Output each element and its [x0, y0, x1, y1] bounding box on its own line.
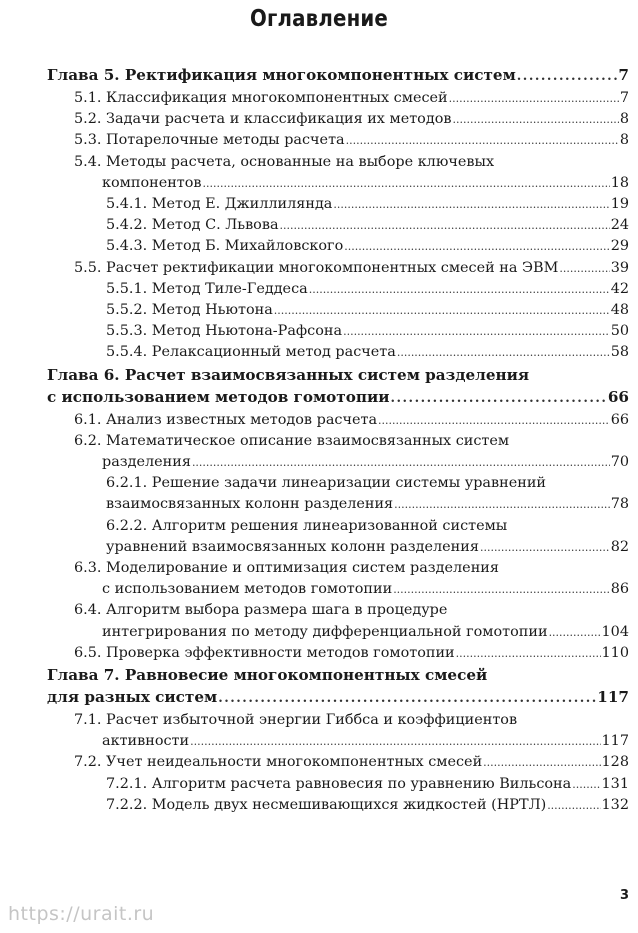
- toc-entry-label: 7.2.1. Алгоритм расчета равновесия по уравнению Вильсона: [106, 775, 572, 792]
- toc-page-number: 78: [610, 496, 629, 513]
- toc-entry-label: Глава 6. Расчет взаимосвязанных систем разделения: [47, 365, 530, 384]
- toc-entry-6-1[interactable]: [74, 410, 629, 431]
- toc-entry-5-5-1[interactable]: [106, 279, 629, 300]
- toc-entry-label-continued: для разных систем: [47, 688, 218, 707]
- toc-entry-7-2[interactable]: [74, 752, 629, 773]
- toc-entry-label-continued: разделения: [102, 454, 191, 471]
- toc-entry-label: Глава 7. Равновесие многокомпонентных смесей: [47, 666, 488, 685]
- toc-entry-label: 5.4.2. Метод С. Львова: [106, 217, 279, 234]
- toc-page-number: 24: [610, 217, 629, 234]
- toc-entry-5-2[interactable]: [74, 109, 629, 130]
- toc-entry-label: 7.2.2. Модель двух несмешивающихся жидкостей (НРТЛ): [106, 796, 547, 813]
- toc-entry-7-2-2[interactable]: [106, 795, 629, 816]
- dot-leader: [480, 537, 610, 558]
- toc-entry-label: 6.3. Моделирование и оптимизация систем разделения: [74, 560, 499, 577]
- toc-entry-label: Глава 5. Ректификация многокомпонентных систем: [47, 66, 516, 84]
- toc-entry-6-5[interactable]: [74, 643, 629, 664]
- toc-entry-label: 5.4.3. Метод Б. Михайловского: [106, 238, 344, 255]
- toc-entry-5-5-3[interactable]: [106, 321, 629, 342]
- watermark: https://urait.ru: [8, 903, 155, 925]
- dot-leader: [483, 752, 600, 773]
- toc-entry-5-4-1[interactable]: [106, 194, 629, 215]
- dot-leader: [394, 494, 610, 515]
- dot-leader: [449, 88, 619, 109]
- dot-leader: [190, 731, 600, 752]
- toc-page-number: 117: [601, 733, 629, 750]
- toc-page-number: 110: [601, 644, 629, 661]
- toc-entry-label-continued: интегрирования по методу дифференциальной гомотопии: [102, 623, 548, 640]
- toc-chapter-5[interactable]: [47, 64, 629, 88]
- toc-entry-label-continued: уравнений взаимосвязанных колонн разделения: [106, 538, 479, 555]
- toc-entry-label: 5.5.3. Метод Ньютона-Рафсона: [106, 323, 343, 340]
- page-number: 3: [619, 888, 629, 903]
- dot-leader: [343, 321, 610, 342]
- toc-entry-6-2-1[interactable]: [106, 473, 629, 515]
- toc-entry-5-5[interactable]: [74, 258, 629, 279]
- table-of-contents: [47, 64, 629, 816]
- toc-page-number: 117: [597, 688, 629, 707]
- toc-page-number: 86: [610, 581, 629, 598]
- toc-entry-label-continued: с использованием методов гомотопии: [47, 387, 390, 406]
- dot-leader: [203, 173, 610, 194]
- toc-entry-label-continued: с использованием методов гомотопии: [102, 581, 393, 598]
- toc-page-number: 7: [619, 90, 629, 106]
- toc-page-number: 66: [610, 411, 629, 428]
- toc-page-number: 18: [610, 174, 629, 191]
- dot-leader: [397, 342, 610, 363]
- toc-entry-5-5-4[interactable]: [106, 342, 629, 363]
- toc-page-number: 39: [610, 259, 629, 276]
- toc-entry-label: 6.4. Алгоритм выбора размера шага в процедуре: [74, 602, 448, 619]
- dot-leader: [333, 194, 609, 215]
- toc-entry-5-4[interactable]: [74, 152, 629, 194]
- toc-entry-label: 5.5.1. Метод Тиле-Геддеса: [106, 280, 308, 297]
- toc-entry-label: 6.2.2. Алгоритм решения линеаризованной системы: [106, 517, 508, 534]
- toc-entry-label: 5.1. Классификация многокомпонентных смесей: [74, 90, 448, 106]
- toc-entry-label: 5.5.2. Метод Ньютона: [106, 302, 273, 319]
- toc-entry-label: 7.1. Расчет избыточной энергии Гиббса и коэффициентов: [74, 712, 518, 729]
- dot-leader: [218, 688, 596, 710]
- toc-entry-6-2[interactable]: [74, 431, 629, 473]
- toc-page-number: 58: [610, 344, 629, 361]
- dot-leader: [456, 643, 601, 664]
- toc-entry-5-5-2[interactable]: [106, 300, 629, 321]
- dot-leader: [452, 109, 618, 130]
- toc-entry-label: 5.3. Потарелочные методы расчета: [74, 132, 345, 149]
- dot-leader: [192, 452, 610, 473]
- toc-entry-label: 5.4. Методы расчета, основанные на выборе ключевых: [74, 153, 495, 170]
- toc-entry-label: 5.5. Расчет ректификации многокомпонентных смесей на ЭВМ: [74, 259, 559, 276]
- toc-entry-label: 6.5. Проверка эффективности методов гомотопии: [74, 644, 455, 661]
- dot-leader: [549, 622, 601, 643]
- toc-page-number: 132: [601, 796, 629, 813]
- toc-page-number: 8: [619, 132, 629, 149]
- toc-entry-5-3[interactable]: [74, 130, 629, 151]
- dot-leader: [572, 774, 600, 795]
- dot-leader: [559, 258, 609, 279]
- toc-entry-label: 6.2.1. Решение задачи линеаризации системы уравнений: [106, 475, 546, 492]
- toc-page-number: 131: [601, 775, 629, 792]
- toc-page-number: 128: [601, 754, 629, 771]
- toc-entry-label: 5.2. Задачи расчета и классификация их методов: [74, 111, 452, 128]
- toc-page-number: 104: [601, 623, 629, 640]
- dot-leader: [280, 215, 610, 236]
- toc-page-number: 50: [610, 323, 629, 340]
- toc-entry-label-continued: взаимосвязанных колонн разделения: [106, 496, 394, 513]
- dot-leader: [309, 279, 610, 300]
- dot-leader: [517, 66, 618, 88]
- toc-entry-label-continued: компонентов: [102, 174, 202, 191]
- toc-page-number: 42: [610, 280, 629, 297]
- toc-entry-label: 7.2. Учет неидеальности многокомпонентных смесей: [74, 754, 483, 771]
- toc-entry-6-2-2[interactable]: [106, 516, 629, 558]
- toc-entry-label: 5.4.1. Метод Е. Джиллилянда: [106, 196, 333, 213]
- toc-page-number: 48: [610, 302, 629, 319]
- dot-leader: [346, 130, 619, 151]
- toc-entry-6-4[interactable]: [74, 600, 629, 642]
- toc-entry-label-continued: активности: [102, 733, 190, 750]
- toc-page-number: 8: [619, 111, 629, 128]
- toc-entry-label: 6.2. Математическое описание взаимосвязанных систем: [74, 432, 510, 449]
- toc-entry-5-1[interactable]: [74, 88, 629, 109]
- toc-entry-label: 6.1. Анализ известных методов расчета: [74, 411, 378, 428]
- toc-entry-5-4-3[interactable]: [106, 236, 629, 257]
- toc-entry-label: 5.5.4. Релаксационный метод расчета: [106, 344, 396, 361]
- dot-leader: [378, 410, 610, 431]
- toc-entry-6-3[interactable]: [74, 558, 629, 600]
- toc-entry-7-2-1[interactable]: [106, 774, 629, 795]
- dot-leader: [390, 388, 606, 410]
- toc-page-number: 82: [610, 538, 629, 555]
- toc-page-number: 19: [610, 196, 629, 213]
- dot-leader: [393, 579, 610, 600]
- page-title: Оглавление: [249, 6, 389, 32]
- toc-chapter-7[interactable]: [47, 664, 629, 710]
- toc-entry-5-4-2[interactable]: [106, 215, 629, 236]
- toc-page-number: 66: [607, 387, 629, 406]
- toc-page-number: 70: [610, 454, 629, 471]
- toc-chapter-6[interactable]: [47, 364, 629, 410]
- dot-leader: [274, 300, 610, 321]
- dot-leader: [547, 795, 600, 816]
- toc-page-number: 29: [610, 238, 629, 255]
- dot-leader: [344, 236, 609, 257]
- toc-page-number: 7: [618, 66, 629, 84]
- toc-entry-7-1[interactable]: [74, 710, 629, 752]
